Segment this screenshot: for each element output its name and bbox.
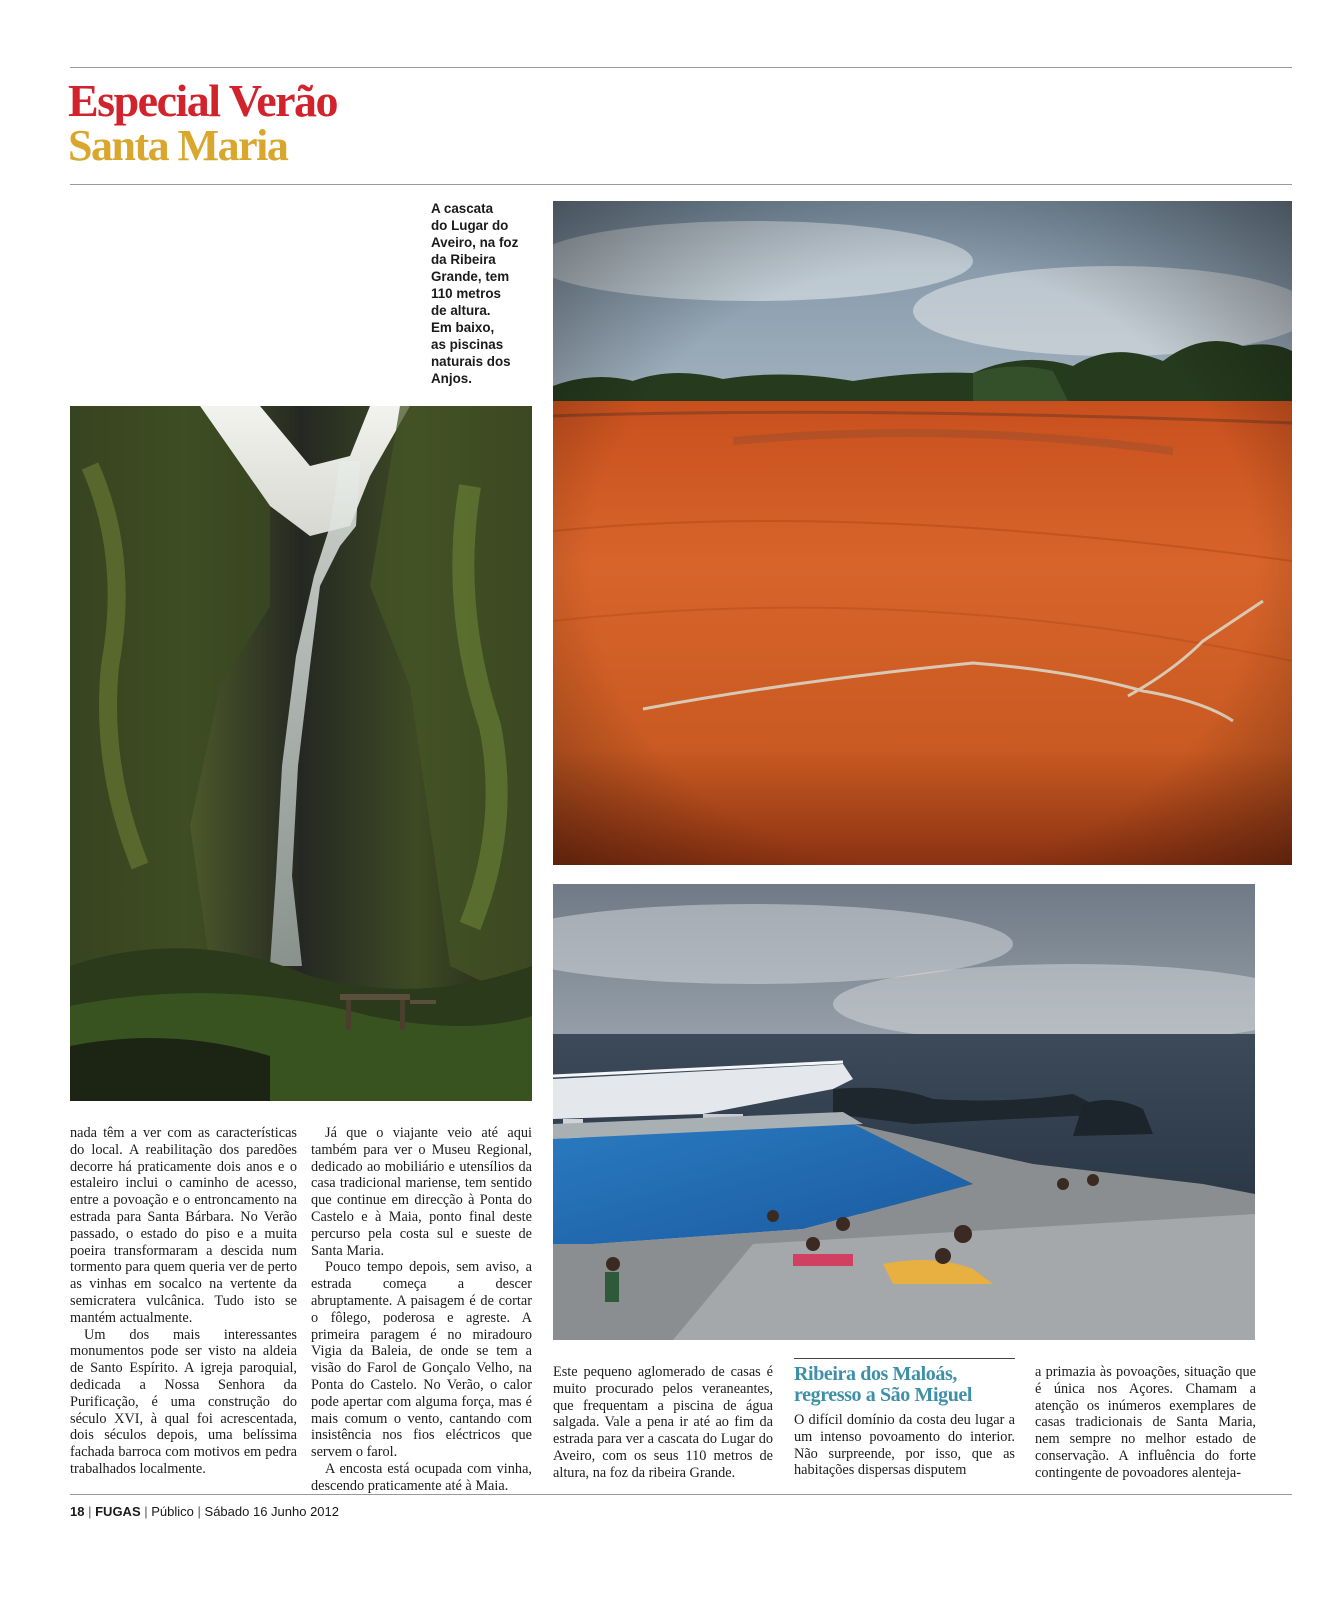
natural-pools-photo <box>553 884 1255 1340</box>
top-rule <box>70 67 1292 68</box>
paragraph: Já que o viajante veio até aqui também para ver o Museu Regional, dedicado ao mobiliário e utensílios da casa tradicional mariense, tem sentido que continue em direcção à Ponta do Castelo e à Maia, ponto final deste percurso pela costa sul e sueste de Santa Maria. <box>311 1125 532 1259</box>
paragraph: Pouco tempo depois, sem aviso, a estrada começa a descer abruptamente. A paisagem é de cortar o fôlego, poderosa e agreste. A primeira paragem é no miradouro Vigia da Baleia, de onde se tem a visão do Farol de Gonçalo Velho, na Ponta do Castelo. No Verão, o calor pode apertar com alguma força, mas é mais comum o vento, cantando com insistência nos fios eléctricos que servem o farol. <box>311 1259 532 1461</box>
photo-caption: A cascata do Lugar do Aveiro, na foz da Ribeira Grande, tem 110 metros de altura. Em baixo, as piscinas naturais dos Anjos. <box>431 201 519 386</box>
paragraph: a primazia às povoações, situação que é única nos Açores. Chamam a atenção os inúmeros exemplares de casas tradicionais de Santa Maria, nem sempre no melhor estado de conservação. A influência do forte contingente de povoadores alenteja- <box>1035 1364 1256 1481</box>
header-rule <box>70 184 1292 185</box>
red-plain-photo <box>553 201 1292 865</box>
section-subtitle: Santa Maria <box>68 121 288 170</box>
text-column-4 <box>794 1364 1015 1479</box>
subheading: Ribeira dos Maloás, regresso a São Miguel <box>794 1363 973 1406</box>
magazine-name: FUGAS <box>95 1504 141 1519</box>
section-title: Especial Verão <box>68 75 338 126</box>
text-column-5 <box>1035 1364 1256 1482</box>
paragraph: A encosta está ocupada com vinha, descendo praticamente até à Maia. <box>311 1460 532 1494</box>
waterfall-photo <box>70 406 532 1101</box>
footer-rule <box>70 1494 1292 1495</box>
text-column-2 <box>311 1125 532 1495</box>
page-number: 18 <box>70 1504 85 1519</box>
text-column-1 <box>70 1125 297 1478</box>
text-column-3 <box>553 1364 773 1482</box>
paragraph: O difícil domínio da costa deu lugar a um intenso povoamento do interior. Não surpreende, por isso, que as habitações dispersas disputem <box>794 1412 1015 1479</box>
paragraph: Um dos mais interessantes monumentos pode ser visto na aldeia de Santo Espírito. A igreja paroquial, dedicada a Nossa Senhora da Purificação, é uma construção do século XVI, à qual foi acrescentada, dois séculos depois, uma belíssima fachada barroca com motivos em pedra trabalhados localmente. <box>70 1326 297 1477</box>
page-footer: 18 | FUGAS | Público | Sábado 16 Junho 2012 <box>70 1504 339 1519</box>
paragraph: Este pequeno aglomerado de casas é muito procurado pelos veraneantes, que frequentam a piscina de água salgada. Vale a pena ir até ao fim da estrada para ver a cascata do Lugar do Aveiro, com os seus 110 metros de altura, na foz da ribeira Grande. <box>553 1364 773 1481</box>
subhead-rule <box>794 1358 1015 1359</box>
paragraph: nada têm a ver com as características do local. A reabilitação dos paredões decorre há praticamente dois anos e o estaleiro inclui o caminho de acesso, entre a povoação e o entroncamento na estrada para Santa Bárbara. No Verão passado, o estado do piso e a muita poeira transformaram a descida num tormento para quem queria ver de perto as vinhas em socalco na vertente da semicratera vulcânica. Tudo isto se mantém actualmente. <box>70 1125 297 1326</box>
newspaper-name: Público <box>151 1504 194 1519</box>
issue-date: Sábado 16 Junho 2012 <box>204 1504 339 1519</box>
